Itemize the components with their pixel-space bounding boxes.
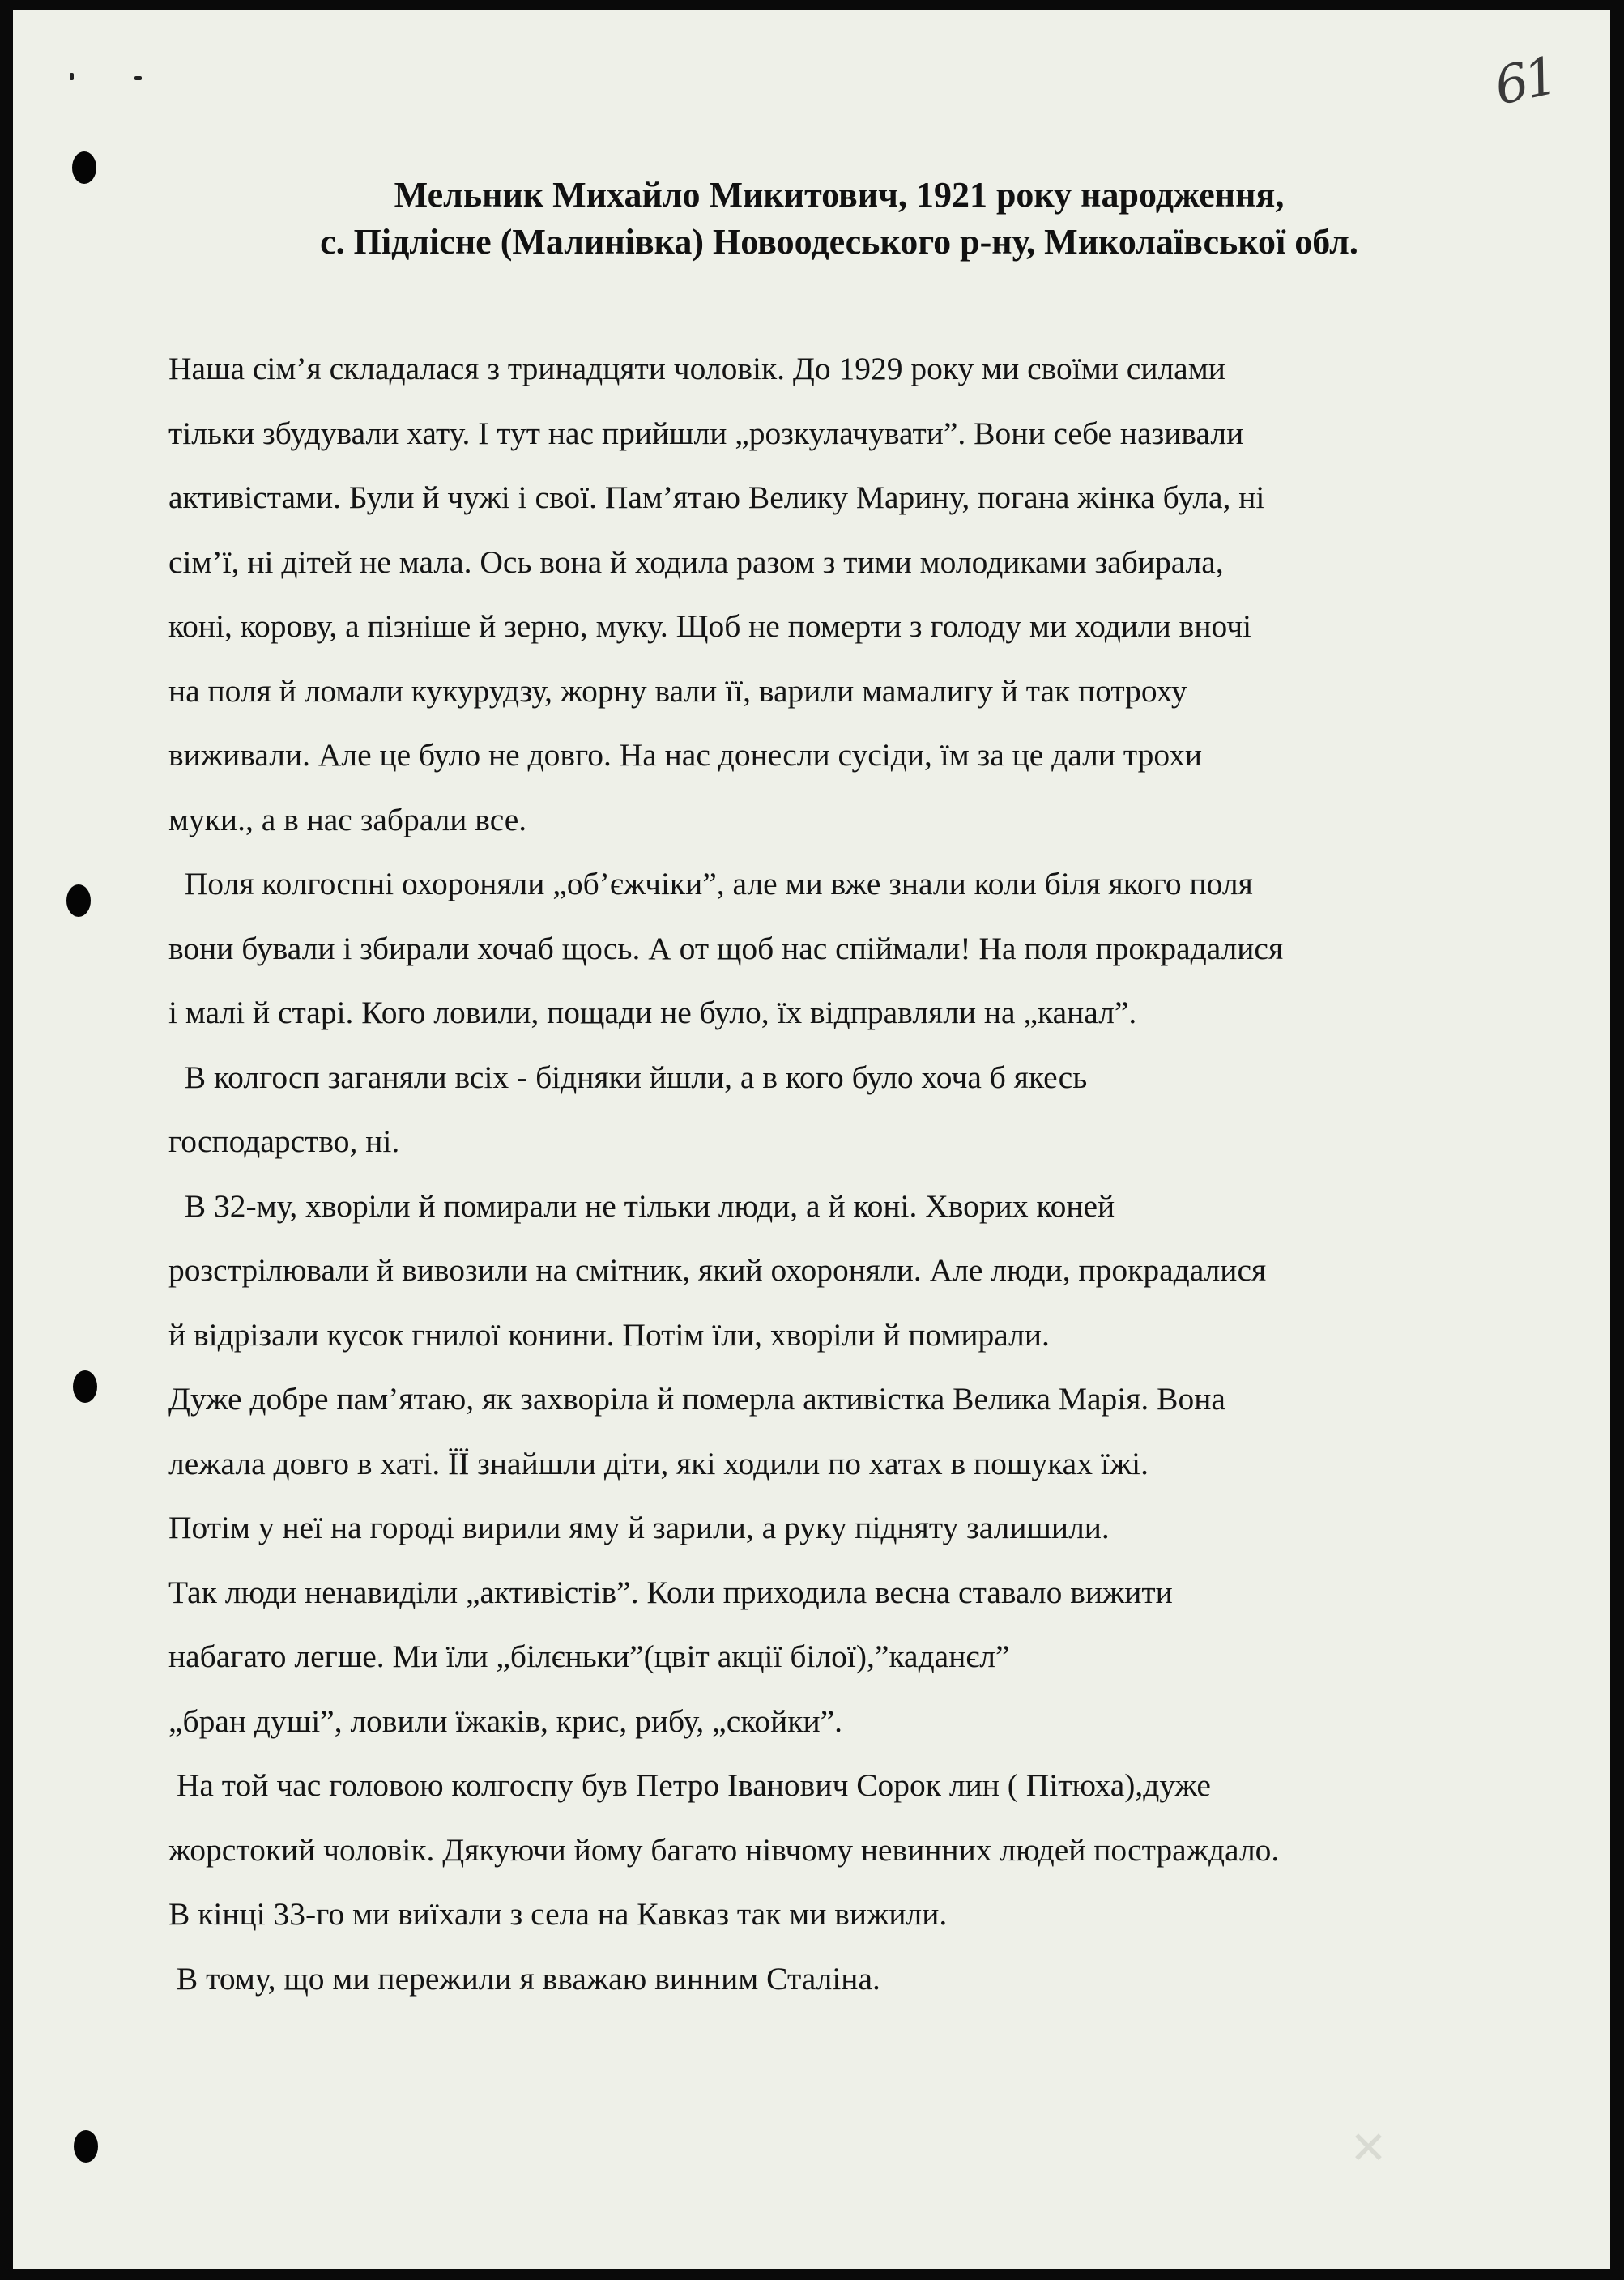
body-line: розстрілювали й вивозили на смітник, який охороняли. Але люди, прокрадалися [168,1252,1267,1288]
body-line: набагато легше. Ми їли „білєньки”(цвіт акції білої),”каданєл” [168,1639,1010,1674]
body-line: В колгосп заганяли всіх - бідняки йшли, а в кого було хоча б якесь [168,1059,1088,1095]
body-line: виживали. Але це було не довго. На нас донесли сусіди, їм за це дали трохи [168,737,1202,773]
body-line: на поля й ломали кукурудзу, жорну вали її, варили мамалигу й так потроху [168,672,1187,709]
body-line: В кінці 33-го ми виїхали з села на Кавказ так ми вижили. [168,1896,948,1932]
body-line: господарство, ні. [168,1123,400,1159]
title-line: с. Підлісне (Малинівка) Новоодеського р-ну, Миколаївської обл. [320,222,1358,262]
body-line: Потім у неї на городі вирили яму й зарили, а руку підняту залишили. [168,1510,1110,1545]
punch-hole-bottom [74,2130,98,2163]
punch-hole-upper-middle [66,884,91,917]
body-line: й відрізали кусок гнилої конини. Потім їли, хворіли й помирали. [168,1316,1050,1353]
punch-hole-top [72,151,96,184]
body-line: На той час головою колгоспу був Петро Іванович Сорок лин ( Пітюха),дуже [168,1767,1211,1803]
body-line: лежала довго в хаті. ЇЇ знайшли діти, які ходили по хатах в пошуках їжі. [168,1445,1149,1481]
body-line: Так люди ненавиділи „активістів”. Коли приходила весна ставало вижити [168,1574,1173,1610]
body-line: В тому, що ми пережили я вважаю винним Сталіна. [168,1960,880,1997]
punch-hole-lower-middle [73,1370,97,1403]
body-line: Поля колгоспні охороняли „об’єжчіки”, але ми вже знали коли біля якого поля [168,866,1253,901]
body-line: „бран душі”, ловили їжаків, крис, рибу, „скойки”. [168,1703,843,1739]
body-line: активістами. Були й чужі і свої. Пам’ятаю Велику Марину, погана жінка була, ні [168,479,1265,515]
body-line: коні, корову, а пізніше й зерно, муку. Щоб не померти з голоду ми ходили вночі [168,608,1252,644]
faint-pencil-mark: ✕ [1349,2122,1387,2175]
body-line: муки., а в нас забрали все. [168,801,527,837]
body-line: і малі й старі. Кого ловили, пощади не було, їх відправляли на „канал”. [168,995,1137,1030]
body-line: В 32-му, хворіли й помирали не тільки люди, а й коні. Хворих коней [168,1187,1115,1224]
body-line: сім’ї, ні дітей не мала. Ось вона й ходила разом з тими молодиками забирала, [168,543,1224,580]
document-title [126,172,1552,266]
body-line: Дуже добре пам’ятаю, як захворіла й померла активістка Велика Марія. Вона [168,1381,1225,1417]
testimony-body [168,337,1545,2011]
body-line: тільки збудували хату. І тут нас прийшли „розкулачувати”. Вони себе називали [168,415,1244,451]
body-line: вони бували і збирали хочаб щось. А от щоб нас спіймали! На поля прокрадалися [168,930,1284,966]
scan-speck [134,76,142,80]
body-line: жорстокий чоловік. Дякуючи йому багато нівчому невинних людей постраждало. [168,1831,1280,1868]
handwritten-page-number: 61 [1490,46,1561,117]
scan-speck [70,73,74,80]
title-line: Мельник Михайло Микитович, 1921 року народження, [394,175,1285,215]
body-line: Наша сім’я складалася з тринадцяти чоловік. До 1929 року ми своїми силами [168,351,1225,386]
document-page [13,10,1610,2269]
